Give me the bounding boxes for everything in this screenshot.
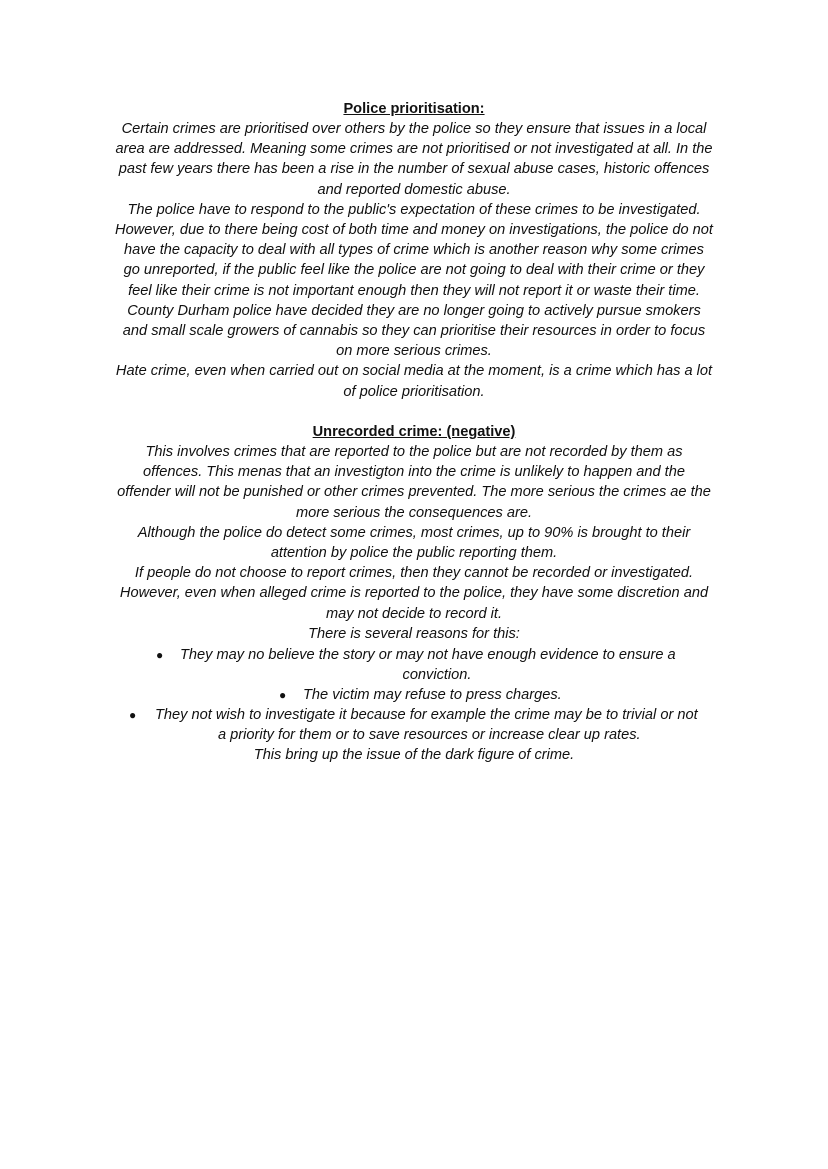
paragraph-line: Hate crime, even when carried out on social media at the moment, is a crime which has a lot [115, 363, 713, 380]
paragraph-line: This involves crimes that are reported to the police but are not recorded by them as [145, 444, 683, 460]
paragraph-line: on more serious crimes. [336, 343, 492, 360]
paragraph-line: There is several reasons for this: [308, 625, 520, 642]
paragraph-line: go unreported, if the public feel like the police are not going to deal with their crime or they [123, 262, 705, 279]
paragraph-line: may not decide to record it. [325, 605, 503, 622]
paragraph-line: County Durham police have decided they are no longer going to actively pursue smokers [127, 302, 701, 319]
bullet-text: The victim may refuse to press charges. [303, 687, 562, 703]
paragraph-line: Certain crimes are prioritised over others by the police so they ensure that issues in a local [121, 121, 707, 137]
paragraph-line: and reported domestic abuse. [317, 181, 511, 198]
paragraph-line: have the capacity to deal with all types of crime which is another reason why some crimes [124, 242, 704, 259]
paragraph-line: If people do not choose to report crimes, then they cannot be recorded or investigated. [134, 565, 694, 582]
paragraph-line: and small scale growers of cannabis so they can prioritise their resources in order to focus [122, 323, 706, 339]
paragraph-line: attention by police the public reporting them. [270, 545, 558, 561]
paragraph-line: past few years there has been a rise in the number of sexual abuse cases, historic offences [118, 161, 710, 178]
closing-line: This bring up the issue of the dark figure of crime. [253, 747, 575, 763]
bullet-icon: ● [156, 648, 164, 662]
paragraph-line: feel like their crime is not important enough then they will not report it or waste their time. [128, 282, 700, 299]
paragraph-line: more serious the consequences are. [295, 504, 533, 521]
bullet-text: They not wish to investigate it because for example the crime may be to trivial or not [155, 707, 698, 723]
bullet-text-continued: a priority for them or to save resources or increase clear up rates. [218, 727, 641, 743]
paragraph-line: offences. This menas that an investigton into the crime is unlikely to happen and the [143, 464, 685, 481]
paragraph-line: area are addressed. Meaning some crimes are not prioritised or not investigated at all. In the [115, 141, 713, 158]
section-heading-unrecorded-crime: Unrecorded crime: (negative) [312, 424, 516, 440]
bullet-icon: ● [279, 688, 287, 702]
paragraph-line: offender will not be punished or other crimes prevented. The more serious the crimes ae the [117, 484, 711, 501]
paragraph-line: However, due to there being cost of both time and money on investigations, the police do not [115, 222, 713, 238]
bullet-icon: ● [129, 708, 137, 722]
section-heading-police-prioritisation: Police prioritisation: [343, 101, 485, 117]
paragraph-line: of police prioritisation. [343, 383, 485, 400]
paragraph-line: The police have to respond to the public's expectation of these crimes to be investigated. [127, 201, 701, 218]
paragraph-line: Although the police do detect some crimes, most crimes, up to 90% is brought to their [137, 524, 691, 541]
bullet-text: They may no believe the story or may not have enough evidence to ensure a [180, 647, 676, 663]
paragraph-line: However, even when alleged crime is reported to the police, they have some discretion and [119, 585, 709, 602]
bullet-text-continued: conviction. [402, 667, 472, 683]
